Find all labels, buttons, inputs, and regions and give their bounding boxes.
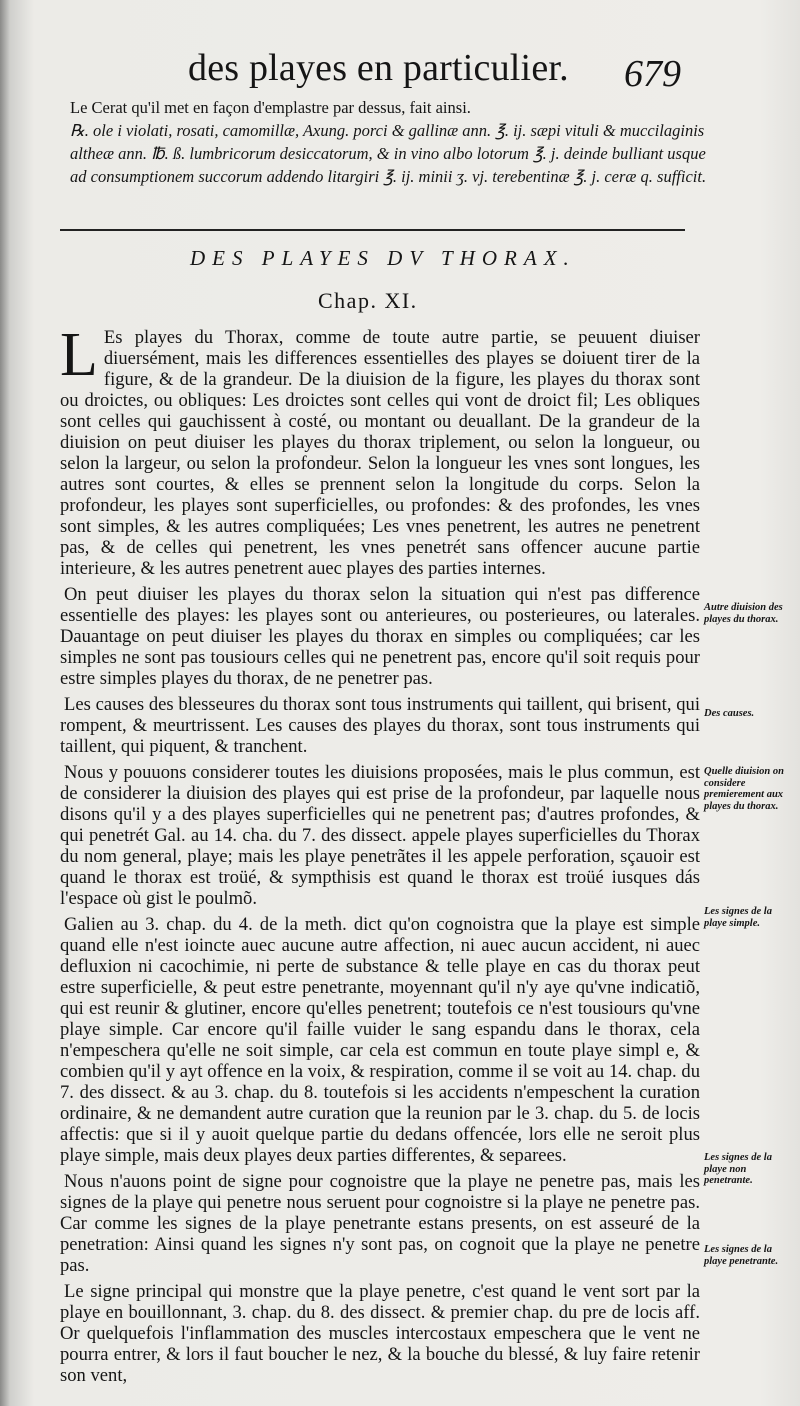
paragraph-2: On peut diuiser les playes du thorax selon la situation qui n'est pas difference essentielle des playes: les playes sont ou anterieures, ou posterieures, ou laterales. Dauantage on peut diuiser les playes du thorax en simples ou compliquées; car les simples ne sont pas tousiours celles qui ne penetrent pas, encore qu'il soit requis pour estre simples playes du thorax, de ne penetrer pas. [60, 584, 700, 689]
paragraph-1 [60, 321, 700, 579]
paragraph-3: Les causes des blesseures du thorax sont tous instruments qui taillent, qui brisent, qui rompent, & meurtrissent. Les causes des playes du thorax, sont tous instruments qui taillent, qui piquent, & tranchent. [60, 694, 700, 757]
paragraph-6: Nous n'auons point de signe pour cognoistre que la playe ne penetre pas, mais les signes de la playe qui penetre nous seruent pour cognoistre si la playe ne penetre pas. Car comme les signes de la playe penetrante estans presents, on est asseuré de la penetration: Ainsi quand les signes n'y sont pas, on cognoit que la playe ne penetre pas. [60, 1171, 700, 1276]
page-number: 679 [624, 53, 681, 95]
margin-note-causes: Des causes. [704, 708, 755, 719]
paragraph-1-text: Es playes du Thorax, comme de toute autre partie, se peuuent diuiser diuersément, mais les differences essentielles des playes se doiuent tirer de la figure, & de la grandeur. De la diuision de la figure, les playes du thorax sont ou droictes, ou obliques: Les droictes sont celles qui vont de droict fil; Les obliques sont celles qui gauchissent à costé, ou montant ou deuallant. De la grandeur de la diuision on peut diuiser les playes du thorax triplement, ou selon la longueur, ou selon la largeur, ou selon la profondeur. Selon la longueur les vnes sont longues, les autres sont courtes, & elles se prennent selon la longitude du corps. Selon la profondeur, les playes sont superficielles, ou profondes: & des profondes, les vnes sont simples, & les autres compliquées; Les vnes penetrent, les autres ne penetrent pas, & de celles qui penetrent, les vnes penetrét sans offencer aucune partie interieure, & les autres penetrent auec playes des parties internes. [60, 327, 700, 579]
chapter-body [60, 321, 700, 1391]
margin-note-simple-signs: Les signes de la playe simple. [704, 906, 772, 929]
running-title: des playes en particulier. [188, 47, 569, 89]
section-title: DES PLAYES DV THORAX. [190, 246, 576, 270]
section-divider [60, 229, 685, 231]
margin-note-penetrating-signs: Les signes de la playe penetrante. [704, 1244, 779, 1267]
page-header [0, 38, 800, 98]
margin-note-division: Autre diuision des playes du thorax. [704, 602, 783, 625]
intro-block [70, 96, 725, 188]
drop-cap: L [60, 321, 98, 389]
chapter-heading: Chap. XI. [318, 288, 418, 313]
recipe-text: ℞. ole i violati, rosati, camomillæ, Axung. porci & gallinæ ann. ℥. ij. sæpi vituli & muccilaginis altheæ ann. ℔. ß. lumbricorum desiccatorum, & in vino albo lotorum ℥. j. deinde bulliant usque ad consumptionem succorum addendo litargiri ℥. ij. minii ʒ. vj. terebentinæ ℥. j. ceræ q. sufficit. [70, 121, 707, 186]
intro-lead: Le Cerat qu'il met en façon d'emplastre par dessus, fait ainsi. [70, 98, 471, 117]
margin-note-considered-division: Quelle diuision on considere premierement aux playes du thorax. [704, 766, 784, 812]
paragraph-7: Le signe principal qui monstre que la playe penetre, c'est quand le vent sort par la playe en bouillonnant, 3. chap. du 8. des dissect. & premier chap. du pre de locis aff. Or quelquefois l'inflammation des muscles intercostaux empeschera que le vent ne pourra entrer, & lors il faut boucher le nez, & la bouche du blessé, & luy faire retenir son vent, [60, 1281, 700, 1386]
paragraph-4: Nous y pouuons considerer toutes les diuisions proposées, mais le plus commun, est de considerer la diuision des playes qui est prise de la profondeur, par laquelle nous disons qu'il y a des playes superficielles qui ne penetrent pas; d'autres profondes, & qui penetrét Gal. au 14. cha. du 7. des dissect. appele playes superficielles du Thorax du nom general, playe; mais les playe penetrãtes il les appele perforation, sçauoir est quand le thorax est troüé, & sympthisis est quand le thorax est troüé iusques dás l'espace où gist le poulmõ. [60, 762, 700, 909]
paragraph-5: Galien au 3. chap. du 4. de la meth. dict qu'on cognoistra que la playe est simple quand elle n'est ioincte auec aucune autre affection, ni auec aucun accident, ni auec defluxion ni cacochimie, ni perte de substance & telle playe en cas du thorax peut estre superficielle, & peut estre penetrante, moyennant qu'il n'y aye qu'vne indicatiõ, qui est reunir & glutiner, encore qu'elles penetrent; toutefois ce n'est tousiours qu'vne playe simple. Car encore qu'il faille vuider le sang espandu dans le thorax, cela n'empeschera qu'elle ne soit simple, car cela est commun en toute playe simpl e, & combien qu'il y ayt offence en la voix, & respiration, comme il se voit au 14. chap. du 7. des dissect. & au 3. chap. du 8. toutefois si les accidents n'empeschent la curation ordinaire, & ne demandent autre curation que la reunion par le 3. chap. du 5. de locis affectis: que si il y auoit quelque partie du dedans offencée, lors elle ne seroit plus playe simple, mais deux playes deux parties differentes, & separees. [60, 914, 700, 1166]
margin-note-non-penetrating-signs: Les signes de la playe non penetrante. [704, 1152, 772, 1186]
